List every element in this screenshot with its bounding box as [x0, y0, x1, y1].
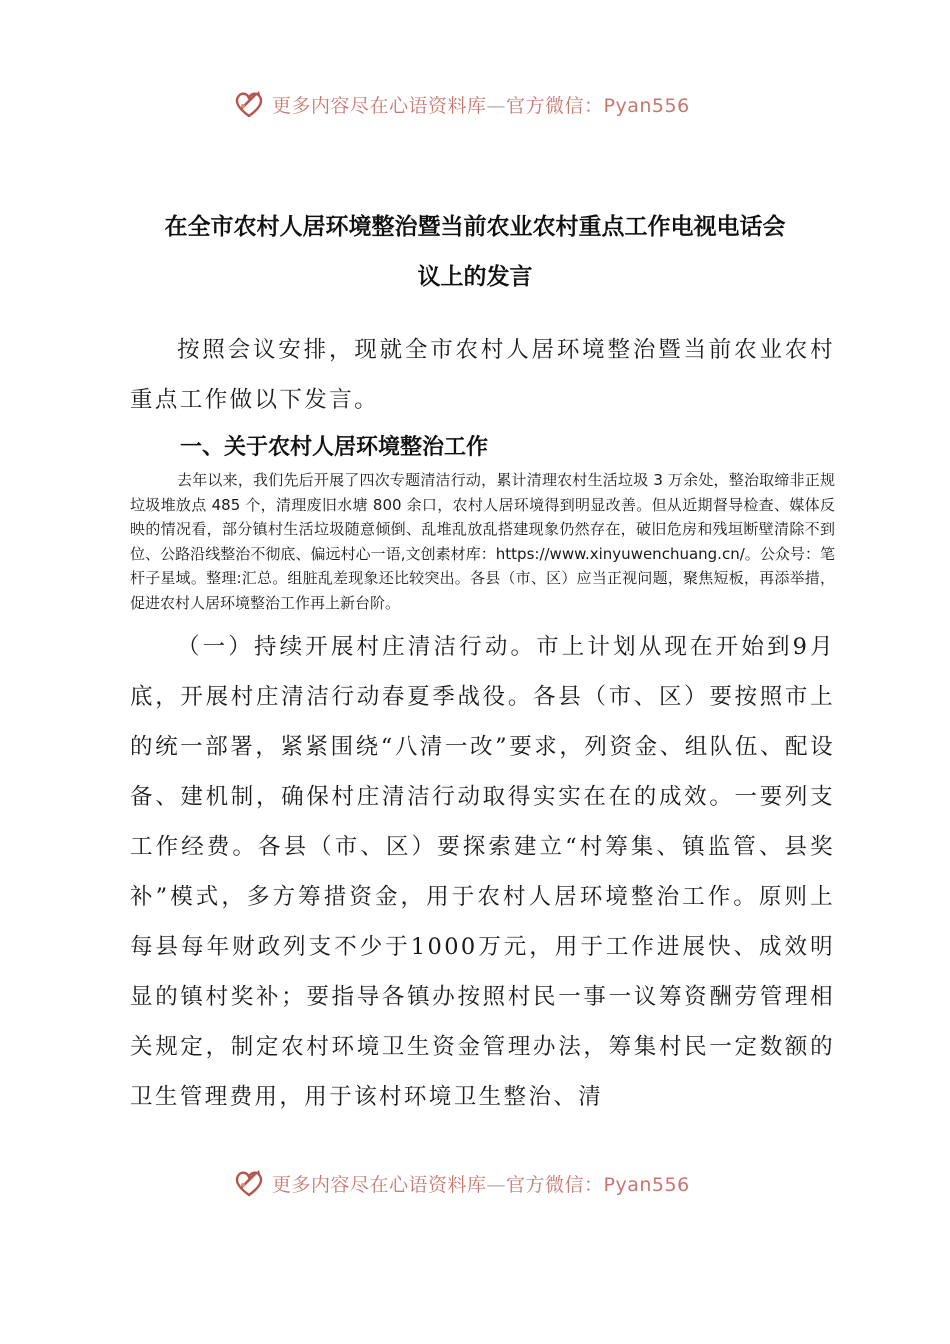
banner-wechat-id: Pyan556: [603, 1173, 690, 1196]
banner-text: [272, 1170, 690, 1197]
banner-wechat-label: 官方微信：: [506, 1173, 604, 1196]
intro-paragraph: 按照会议安排，现就全市农村人居环境整治暨当前农业农村重点工作做以下发言。: [130, 337, 835, 413]
banner-main-text: 更多内容尽在心语资料库: [272, 94, 487, 117]
banner-main-text: 更多内容尽在心语资料库: [272, 1173, 487, 1196]
document-title-line-1: 在全市农村人居环境整治暨当前农业农村重点工作电视电话会: [164, 214, 786, 240]
heart-pen-logo-icon: [232, 87, 266, 121]
banner-wechat-id: Pyan556: [603, 94, 690, 117]
subsection-1-paragraph: （一）持续开展村庄清洁行动。市上计划从现在开始到9月底，开展村庄清洁行动春夏季战役。各县（市、区）要按照市上的统一部署，紧紧围绕“八清一改”要求，列资金、组队伍、配设备、建机制，确保村庄清洁行动取得实实在在的成效。一要列支工作经费。各县（市、区）要探索建立“村筹集、镇监管、县奖补”模式，多方筹措资金，用于农村人居环境整治工作。原则上每县每年财政列支不少于1000万元，用于工作进展快、成效明显的镇村奖补；要指导各镇办按照村民一事一议筹资酬劳管理相关规定，制定农村环境卫生资金管理办法，筹集村民一定数额的卫生管理费用，用于该村环境卫生整治、清: [130, 634, 835, 1110]
banner-separator: —: [486, 1173, 507, 1196]
section-heading-1: 一、关于农村人居环境整治工作: [180, 435, 489, 460]
header-banner: [232, 86, 752, 122]
banner-text: [272, 91, 690, 118]
banner-wechat-label: 官方微信：: [506, 94, 604, 117]
heart-pen-logo-icon: [232, 1166, 266, 1200]
section-1-body: 去年以来，我们先后开展了四次专题清洁行动，累计清理农村生活垃圾 3 万余处，整治取缔非正规垃圾堆放点 485 个，清理废旧水塘 800 余口，农村人居环境得到明显改善。但从近期督导检查、媒体反映的情况看，部分镇村生活垃圾随意倾倒、乱堆乱放乱搭建现象仍然存在，破旧危房和残垣断壁清除不到位、公路沿线整治不彻底、偏远村心一语,文创素材库：https://www.xinyuwenchuang.cn/。公众号：笔杆子星域。整理:汇总。组脏乱差现象还比较突出。各县（市、区）应当正视问题，聚焦短板，再添举措，促进农村人居环境整治工作再上新台阶。: [130, 471, 835, 612]
document-title-line-2: 议上的发言: [417, 264, 533, 290]
footer-banner: [232, 1165, 752, 1201]
banner-separator: —: [486, 94, 507, 117]
